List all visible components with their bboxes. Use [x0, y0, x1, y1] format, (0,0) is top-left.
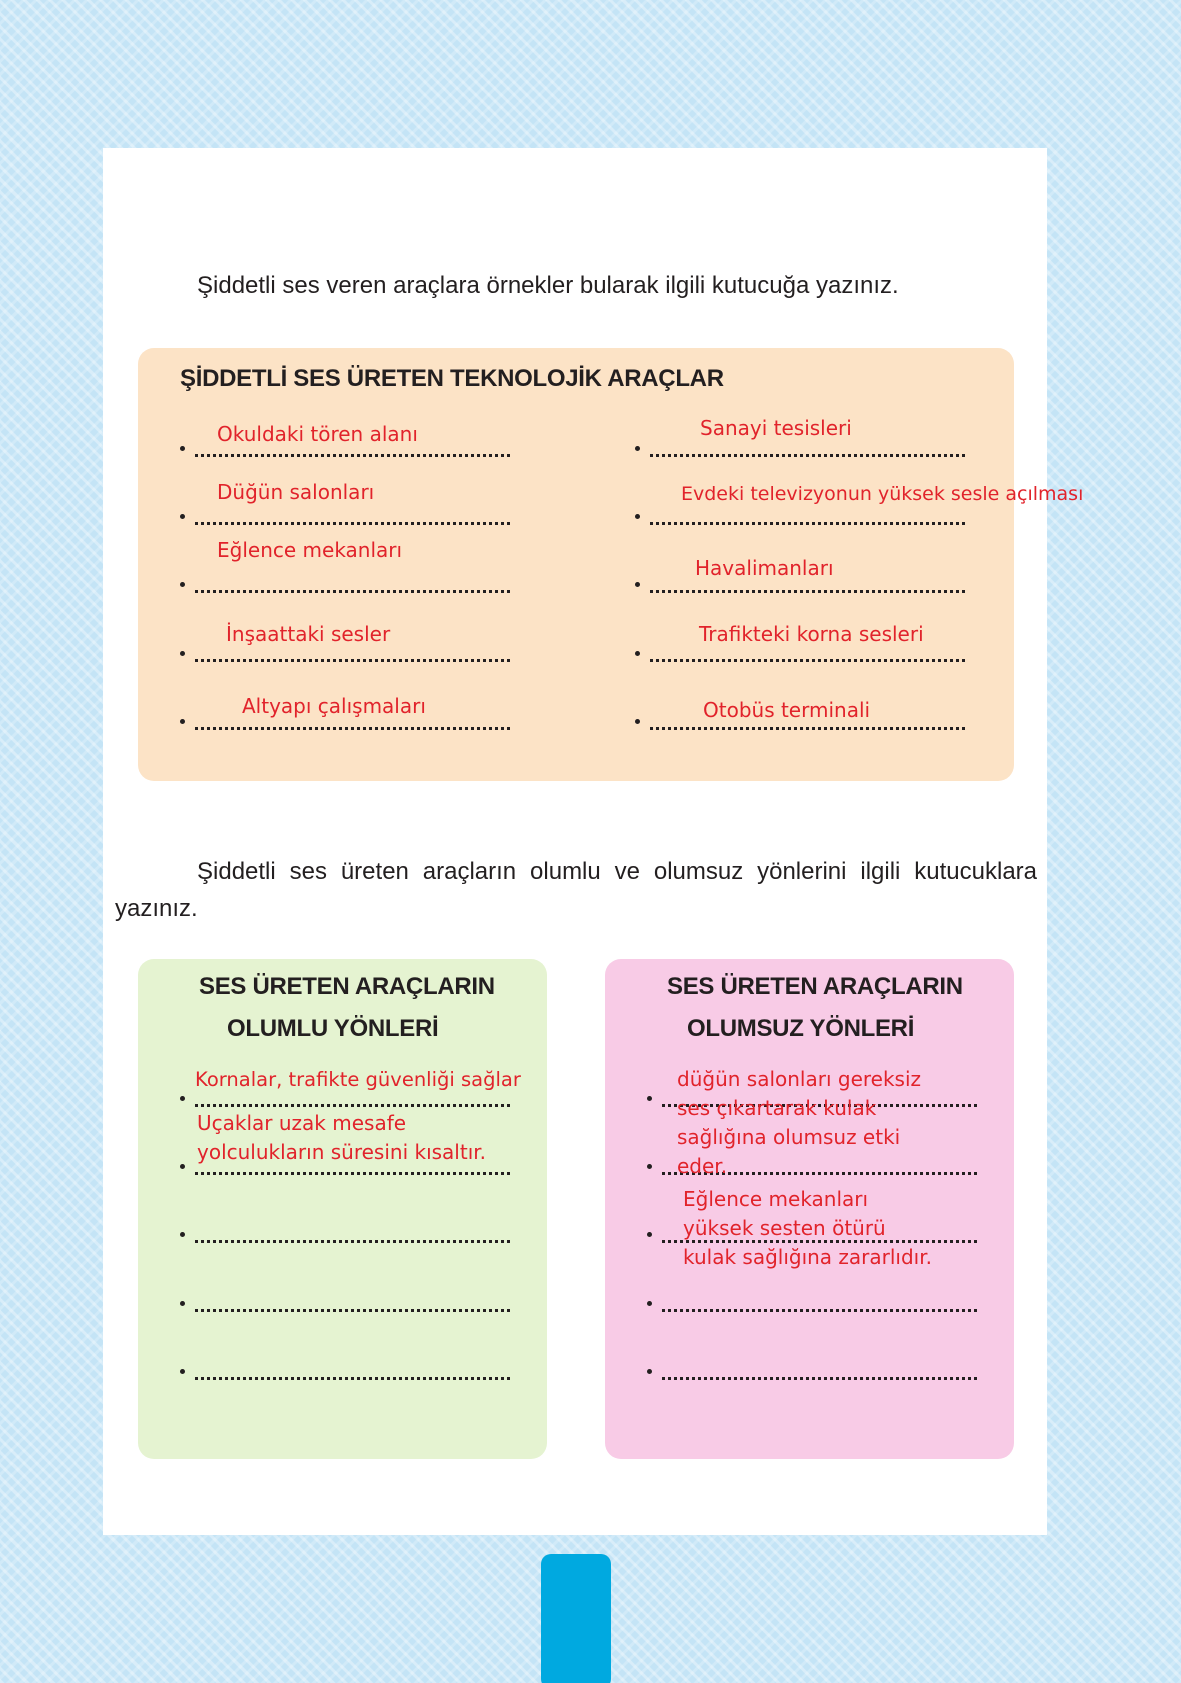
handwritten-answer: Eğlence mekanları yüksek sesten ötürü kulak sağlığına zararlıdır. — [683, 1187, 932, 1269]
handwritten-answer: İnşaattaki sesler — [226, 622, 391, 646]
instruction-text: Şiddetli ses üreten araçların olumlu ve olumsuz yönlerini ilgili kutucuklara — [197, 858, 1037, 885]
tech-tools-box — [138, 348, 1084, 781]
answer-line — [180, 1295, 510, 1315]
answer-line — [180, 576, 510, 596]
positive-aspects-box — [138, 959, 547, 1459]
handwritten-answer: Okuldaki tören alanı — [217, 422, 418, 446]
answer-line — [647, 1363, 977, 1383]
answer-line — [180, 508, 510, 528]
tech-tools-box-title: ŞİDDETLİ SES ÜRETEN TEKNOLOJİK ARAÇLAR — [180, 365, 724, 392]
positive-box-title: SES ÜRETEN ARAÇLARIN — [199, 973, 495, 1000]
handwritten-answer: Havalimanları — [695, 556, 834, 580]
handwritten-answer: Trafikteki korna sesleri — [699, 622, 924, 646]
handwritten-answer: Eğlence mekanları — [217, 538, 403, 562]
answer-line — [180, 1363, 510, 1383]
instruction-text: yazınız. — [115, 895, 198, 922]
answer-line — [647, 1295, 977, 1315]
handwritten-answer: Otobüs terminali — [703, 698, 871, 722]
handwritten-answer: Altyapı çalışmaları — [242, 694, 426, 718]
positive-box-title: OLUMLU YÖNLERİ — [227, 1015, 439, 1042]
handwritten-answer: Evdeki televizyonun yüksek sesle açılması — [681, 483, 1084, 505]
answer-line — [635, 508, 965, 528]
answer-line — [180, 1226, 510, 1246]
handwritten-answer: Sanayi tesisleri — [700, 416, 852, 440]
answer-line — [635, 440, 965, 460]
negative-box-title: SES ÜRETEN ARAÇLARIN — [667, 973, 963, 1000]
handwritten-answer: Düğün salonları — [217, 480, 375, 504]
instruction-text: Şiddetli ses veren araçlara örnekler bularak ilgili kutucuğa yazınız. — [197, 272, 899, 299]
handwritten-answer: Kornalar, trafikte güvenliği sağlar — [195, 1068, 521, 1091]
handwritten-answer: Uçaklar uzak mesafe yolculukların süresini kısaltır. — [197, 1111, 487, 1164]
negative-aspects-box — [605, 959, 1014, 1459]
handwritten-answer: düğün salonları gereksiz ses çıkartarak kulak sağlığına olumsuz etki eder. — [677, 1067, 922, 1178]
page-number-tab — [541, 1554, 611, 1683]
negative-box-title: OLUMSUZ YÖNLERİ — [687, 1015, 915, 1042]
